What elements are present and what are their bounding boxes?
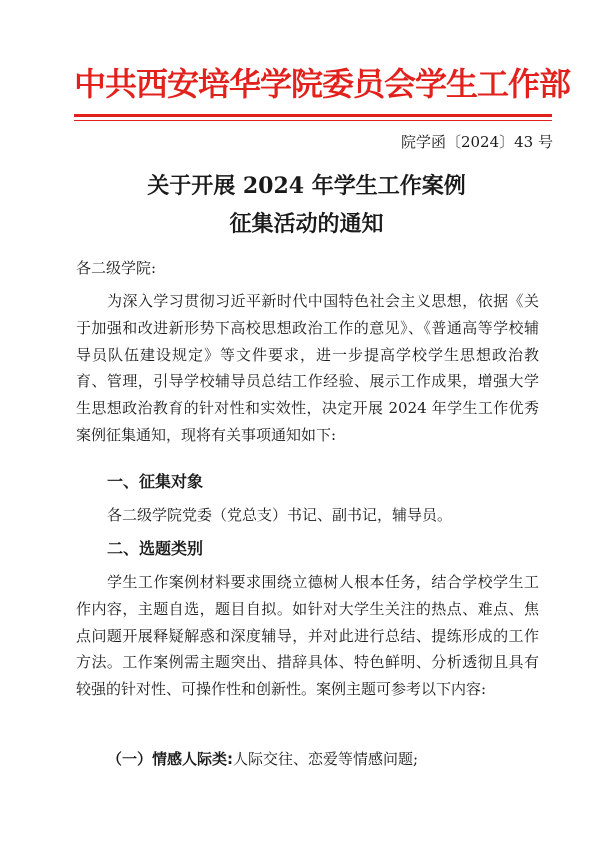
document-number: 院学函〔2024〕43 号 [400,133,553,151]
salutation: 各二级学院: [76,259,157,277]
section-heading-topics: 二、选题类别 [107,539,204,558]
title-line-2: 征集活动的通知 [229,211,384,237]
title-line-1: 关于开展 2024 年学生工作案例 [147,173,466,199]
section-heading-targets: 一、征集对象 [107,472,204,491]
topic-item-1-label: （一）情感人际类: [107,750,233,768]
header-red-rule-thick [74,114,552,117]
section-body-topics: 学生工作案例材料要求围绕立德树人根本任务，结合学校学生工作内容，主题自选，题目自拟。如针对大学生关注的热点、难点、焦点问题开展释疑解惑和深度辅导，并对此进行总结、提练形成的工作方法。工作案例需主题突出、措辞具体、特色鲜明、分析透彻且具有较强的针对性、可操作性和创新性。案例主题可参考以下内容: [76,573,539,699]
issuing-organization-header: 中共西安培华学院委员会学生工作部 [74,65,571,103]
topic-item-1 [107,746,418,772]
header-red-rule-thin [74,120,552,121]
section-body-targets: 各二级学院党委（党总支）书记、副书记，辅导员。 [107,506,453,524]
intro-paragraph: 为深入学习贯彻习近平新时代中国特色社会主义思想，依据《关于加强和改进新形势下高校思想政治工作的意见》、《普通高等学校辅导员队伍建设规定》等文件要求，进一步提高学校学生思想政治教育、管理，引导学校辅导员总结工作经验、展示工作成果，增强大学生思想政治教育的针对性和实效性，决定开展 2024 年学生工作优秀案例征集通知，现将有关事项通知如下: [76,292,539,444]
topic-item-1-text: 人际交往、恋爱等情感问题; [233,750,419,768]
